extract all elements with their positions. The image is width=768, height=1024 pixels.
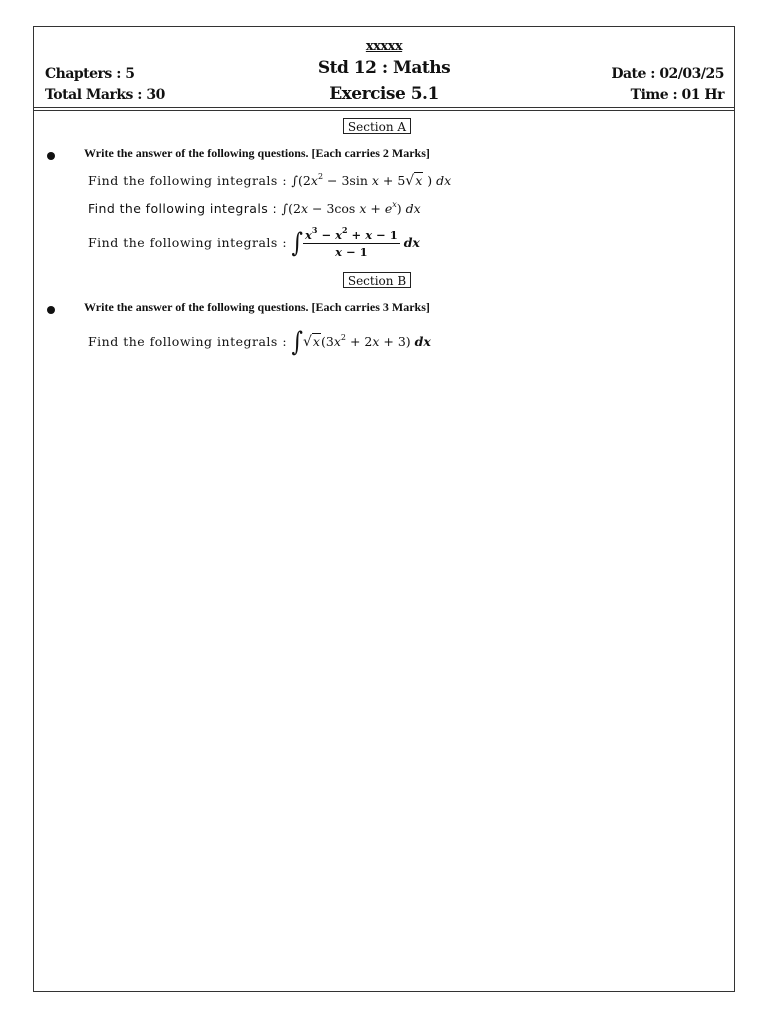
question-1-expression: $\int(2x^2 - 3\sin$ x + 5√x ) dx bbox=[291, 172, 452, 189]
section-a-instruction: Write the answer of the following questions. [Each carries 2 Marks] bbox=[84, 146, 430, 160]
section-a-label: Section A bbox=[343, 118, 411, 134]
question-3-expression: ∫ $\frac{x^3 - x^2 + x - 1}{x - 1}$ dx bbox=[291, 225, 420, 259]
question-2-expression: ∫(2x − 3cos $x + e^x$) dx bbox=[281, 200, 421, 216]
question-1-prefix: Find the following integrals : bbox=[88, 173, 288, 188]
question-2 bbox=[88, 201, 421, 216]
chapters-label: Chapters : 5 bbox=[45, 66, 135, 82]
header-divider-bottom bbox=[34, 110, 734, 111]
question-1 bbox=[88, 173, 451, 189]
section-b-instruction: Write the answer of the following questions. [Each carries 3 Marks] bbox=[84, 300, 430, 314]
question-4-expression: $\int√x(3x^2 + 2x + 3)$ dx bbox=[291, 327, 431, 358]
question-3-prefix: Find the following integrals : bbox=[88, 235, 288, 250]
exam-paper-frame bbox=[33, 26, 735, 992]
question-3 bbox=[88, 225, 420, 259]
bullet-icon bbox=[47, 306, 55, 314]
section-b-label: Section B bbox=[343, 272, 411, 288]
time-label: Time : 01 Hr bbox=[630, 87, 724, 103]
question-2-prefix: Find the following integrals : bbox=[88, 201, 278, 216]
total-marks-label: Total Marks : 30 bbox=[45, 87, 165, 103]
header-divider-top bbox=[34, 107, 734, 108]
date-label: Date : 02/03/25 bbox=[611, 66, 724, 82]
school-name: xxxxx bbox=[365, 39, 403, 54]
question-4 bbox=[88, 327, 431, 358]
question-4-prefix: Find the following integrals : bbox=[88, 334, 288, 349]
bullet-icon bbox=[47, 152, 55, 160]
paper-title: Std 12 : Maths bbox=[317, 58, 451, 78]
paper-subtitle: Exercise 5.1 bbox=[329, 84, 439, 104]
